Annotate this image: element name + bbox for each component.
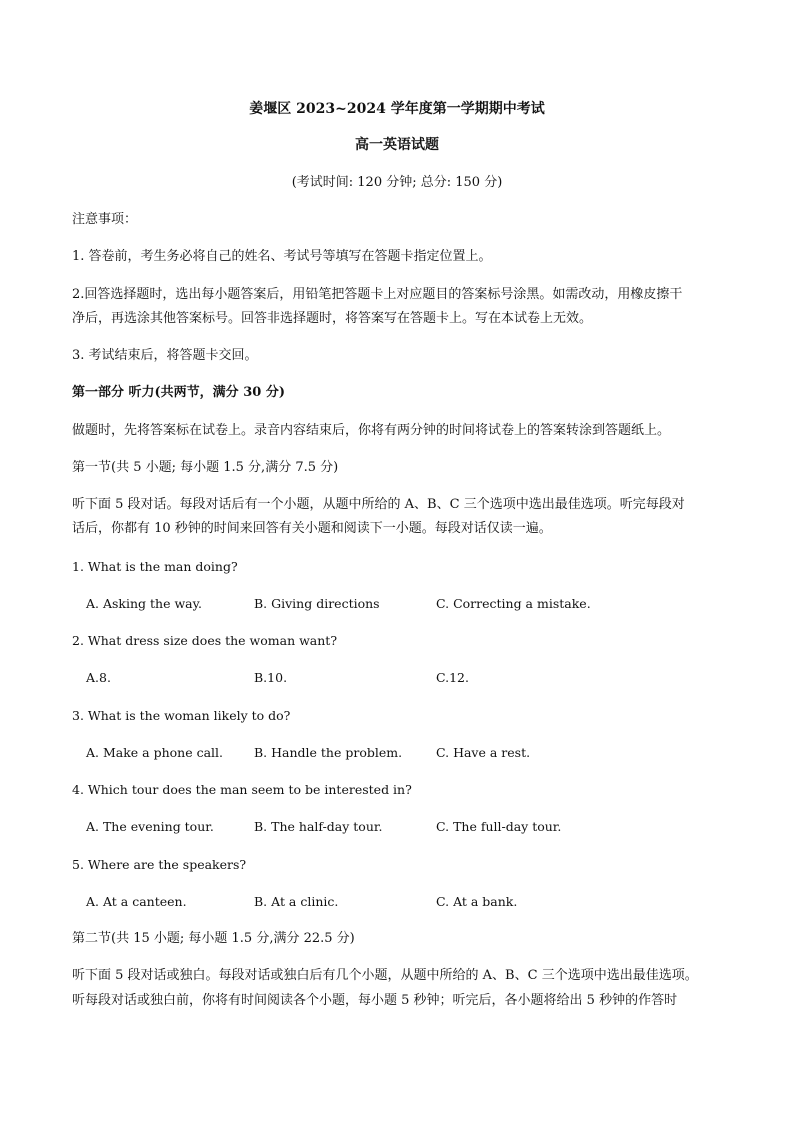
section2-instruction-line-2: 听每段对话或独白前，你将有时间阅读各个小题，每小题 5 秒钟；听完后，各小题将给出 5 秒钟的作答时 bbox=[72, 993, 678, 1008]
section1-heading: 第一节(共 5 小题; 每小题 1.5 分,满分 7.5 分) bbox=[72, 460, 339, 475]
part1-heading: 第一部分 听力(共两节，满分 30 分) bbox=[72, 385, 285, 400]
part1-instruction: 做题时，先将答案标在试卷上。录音内容结束后，你将有两分钟的时间将试卷上的答案转涂到答题纸上。 bbox=[72, 423, 671, 438]
notes-item-2-line-2: 净后，再选涂其他答案标号。回答非选择题时，将答案写在答题卡上。写在本试卷上无效。 bbox=[72, 311, 593, 326]
exam-title: 姜堰区 2023~2024 学年度第一学期期中考试 bbox=[249, 101, 545, 117]
question-3-option-a: A. Make a phone call. bbox=[86, 745, 224, 760]
question-3-option-b: B. Handle the problem. bbox=[254, 745, 403, 760]
exam-subtitle: 高一英语试题 bbox=[355, 137, 439, 153]
question-1-option-a: A. Asking the way. bbox=[86, 596, 202, 611]
question-4-option-b: B. The half-day tour. bbox=[254, 819, 383, 834]
section2-heading: 第二节(共 15 小题; 每小题 1.5 分,满分 22.5 分) bbox=[72, 931, 355, 946]
question-3-option-c: C. Have a rest. bbox=[436, 745, 531, 760]
exam-info: (考试时间: 120 分钟; 总分: 150 分) bbox=[291, 175, 503, 190]
question-1-option-b: B. Giving directions bbox=[254, 596, 380, 611]
section1-instruction-line-1: 听下面 5 段对话。每段对话后有一个小题，从题中所给的 A、B、C 三个选项中选出最佳选项。听完每段对 bbox=[72, 497, 685, 512]
question-5-option-b: B. At a clinic. bbox=[254, 894, 339, 909]
notes-item-1: 1. 答卷前，考生务必将自己的姓名、考试号等填写在答题卡指定位置上。 bbox=[72, 249, 492, 264]
question-2-option-a: A.8. bbox=[86, 670, 111, 685]
question-1-option-c: C. Correcting a mistake. bbox=[436, 596, 591, 611]
section1-instruction-line-2: 话后，你都有 10 秒钟的时间来回答有关小题和阅读下一小题。每段对话仅读一遍。 bbox=[72, 521, 552, 536]
notes-item-2-line-1: 2.回答选择题时，选出每小题答案后，用铅笔把答题卡上对应题目的答案标号涂黑。如需改动，用橡皮擦干 bbox=[72, 287, 683, 302]
question-2-option-b: B.10. bbox=[254, 670, 288, 685]
question-4-option-a: A. The evening tour. bbox=[86, 819, 214, 834]
section2-instruction-line-1: 听下面 5 段对话或独白。每段对话或独白后有几个小题，从题中所给的 A、B、C 三个选项中选出最佳选项。 bbox=[72, 968, 698, 983]
question-4: 4. Which tour does the man seem to be interested in? bbox=[72, 782, 412, 797]
question-2-option-c: C.12. bbox=[436, 670, 469, 685]
question-5: 5. Where are the speakers? bbox=[72, 857, 247, 872]
question-1: 1. What is the man doing? bbox=[72, 559, 238, 574]
question-4-option-c: C. The full-day tour. bbox=[436, 819, 562, 834]
question-5-option-a: A. At a canteen. bbox=[86, 894, 187, 909]
question-2: 2. What dress size does the woman want? bbox=[72, 633, 338, 648]
question-3: 3. What is the woman likely to do? bbox=[72, 708, 291, 723]
notes-item-3: 3. 考试结束后，将答题卡交回。 bbox=[72, 348, 258, 363]
question-5-option-c: C. At a bank. bbox=[436, 894, 518, 909]
notes-heading: 注意事项： bbox=[72, 212, 138, 227]
